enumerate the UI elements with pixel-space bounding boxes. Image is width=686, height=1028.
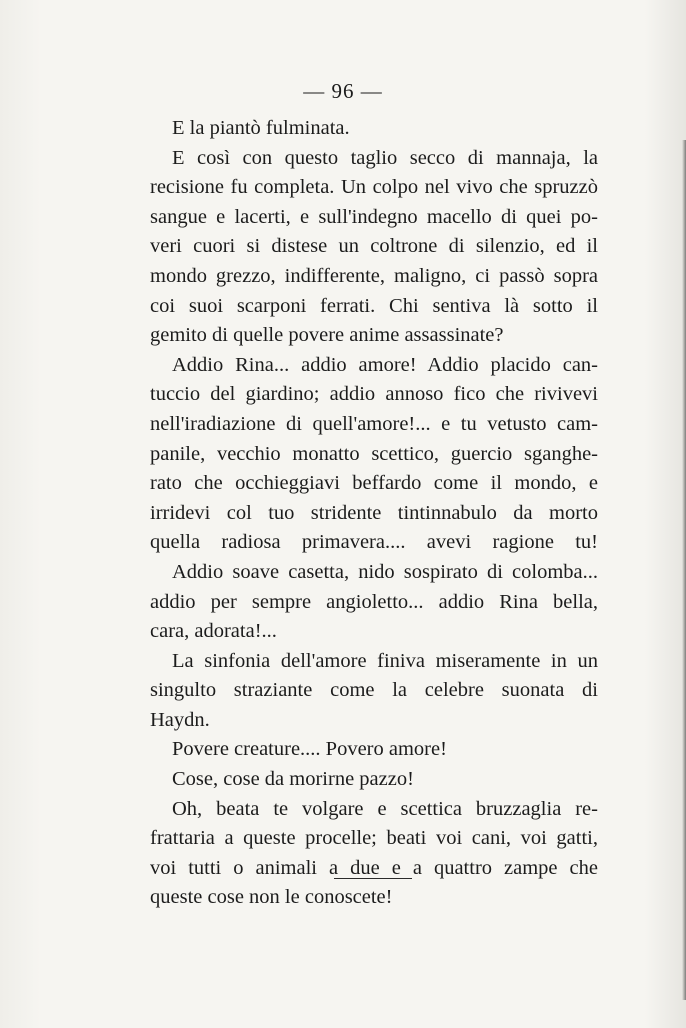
text-line: cara, adorata!... bbox=[150, 620, 277, 643]
text-line: quella radiosa primavera.... avevi ragione tu! bbox=[150, 531, 598, 554]
text-line: singulto straziante come la celebre suonata di bbox=[150, 679, 598, 702]
text-line: veri cuori si distese un coltrone di silenzio, ed il bbox=[150, 235, 598, 258]
text-line: La sinfonia dell'amore finiva miseramente in un bbox=[172, 649, 598, 672]
text-line: panile, vecchio monatto scettico, guercio sganghe- bbox=[150, 442, 598, 465]
text-line: sangue e lacerti, e sull'indegno macello di quei po- bbox=[150, 205, 598, 228]
text-line: irridevi col tuo stridente tintinnabulo da morto bbox=[150, 501, 598, 524]
text-line: nell'iradiazione di quell'amore!... e tu vetusto cam- bbox=[150, 412, 598, 435]
text-line: Oh, beata te volgare e scettica bruzzaglia re- bbox=[172, 797, 598, 820]
text-line: E la piantò fulminata. bbox=[172, 117, 350, 139]
text-line: coi suoi scarponi ferrati. Chi sentiva là sotto il bbox=[150, 294, 598, 317]
page-edge-shadow bbox=[682, 140, 686, 1000]
text-line: Haydn. bbox=[150, 708, 210, 731]
text-line: Addio Rina... addio amore! Addio placido can- bbox=[172, 353, 598, 376]
text-line: Cose, cose da morirne pazzo! bbox=[172, 768, 414, 791]
text-line: gemito di quelle povere anime assassinate? bbox=[150, 324, 504, 347]
section-end-rule bbox=[334, 878, 412, 879]
text-line: addio per sempre angioletto... addio Rina bella, bbox=[150, 590, 598, 613]
text-line: voi tutti o animali a due e a quattro zampe che bbox=[150, 856, 598, 879]
text-line: tuccio del giardino; addio annoso fico che rivivevi bbox=[150, 383, 598, 406]
page-number: — 96 — bbox=[303, 79, 383, 103]
text-line: E così con questo taglio secco di mannaja, la bbox=[172, 146, 598, 169]
text-line: rato che occhieggiavi beffardo come il mondo, e bbox=[150, 472, 598, 495]
text-line: Povere creature.... Povero amore! bbox=[172, 738, 447, 761]
body-text bbox=[150, 114, 598, 913]
text-line: queste cose non le conoscete! bbox=[150, 886, 393, 909]
text-line: Addio soave casetta, nido sospirato di colomba... bbox=[172, 560, 598, 583]
text-line: mondo grezzo, indifferente, maligno, ci passò sopra bbox=[150, 264, 598, 287]
text-line: frattaria a queste procelle; beati voi cani, voi gatti, bbox=[150, 827, 598, 850]
text-line: recisione fu completa. Un colpo nel vivo che spruzzò bbox=[150, 176, 598, 199]
